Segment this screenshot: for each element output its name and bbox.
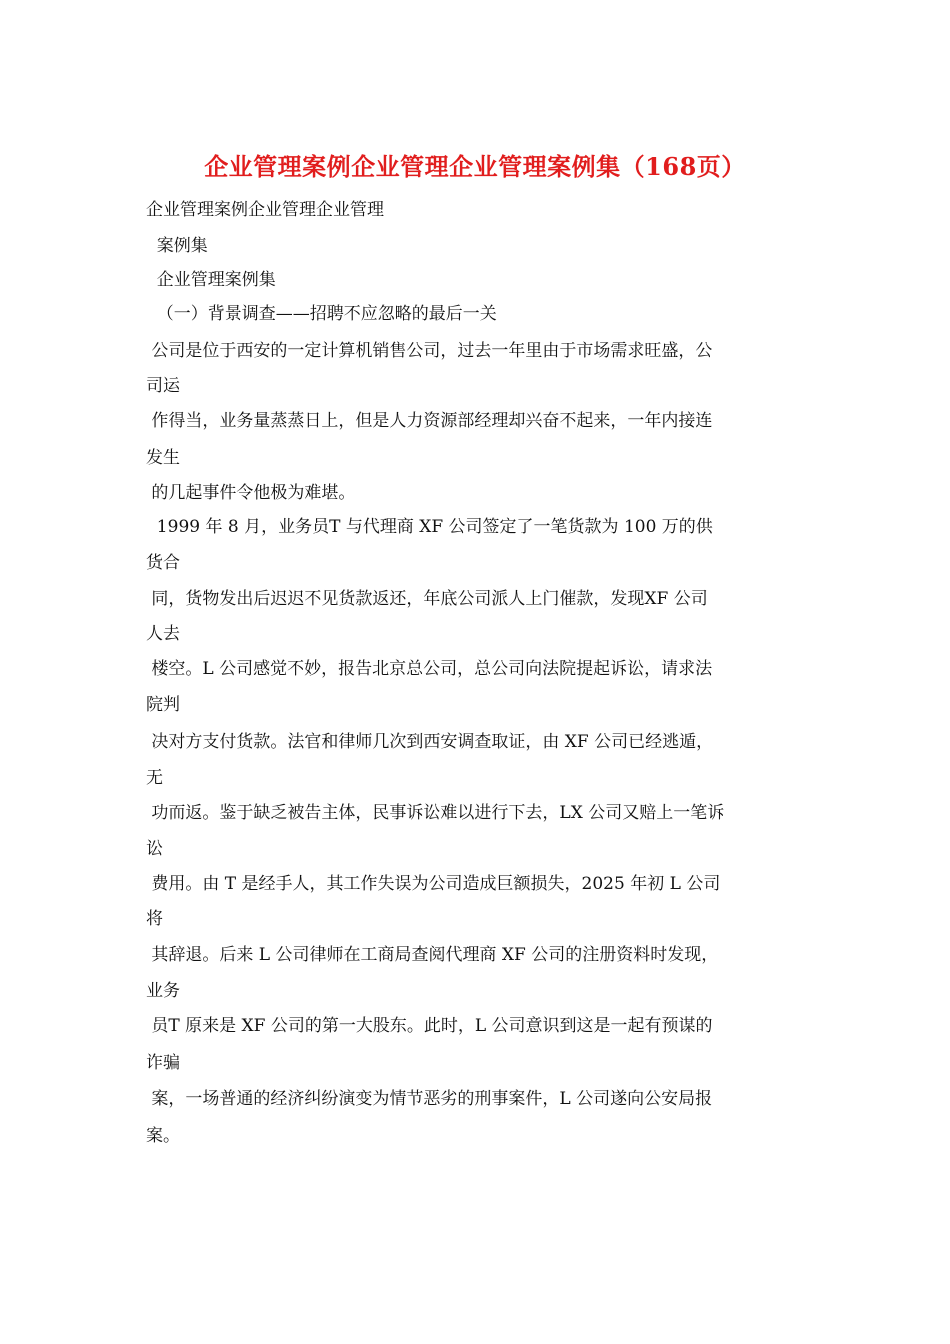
text-line: 案。	[146, 1126, 180, 1146]
text-line: 企业管理案例企业管理企业管理	[146, 200, 384, 220]
text-line: 企业管理案例集	[146, 270, 276, 290]
text-line: 功而返。鉴于缺乏被告主体，民事诉讼难以进行下去，LX 公司又赔上一笔诉	[146, 803, 725, 823]
text-line: 同，货物发出后迟迟不见货款返还，年底公司派人上门催款，发现XF 公司	[146, 589, 708, 609]
text-line: 案例集	[146, 236, 208, 256]
document-title: 企业管理案例企业管理企业管理案例集（168页）	[204, 152, 746, 181]
text-line: 司运	[146, 376, 180, 396]
text-line: 案，一场普通的经济纠纷演变为情节恶劣的刑事案件，L 公司遂向公安局报	[146, 1089, 713, 1109]
text-line: 1999 年 8 月，业务员T 与代理商 XF 公司签定了一笔货款为 100 万的供	[146, 517, 713, 537]
text-line: 将	[146, 909, 163, 929]
text-line: 无	[146, 768, 163, 788]
text-line: 讼	[146, 839, 163, 859]
text-line: 楼空。L 公司感觉不妙，报告北京总公司，总公司向法院提起诉讼，请求法	[146, 659, 713, 679]
text-line: 货合	[146, 553, 180, 573]
text-line: 的几起事件令他极为难堪。	[146, 483, 356, 503]
text-line: 院判	[146, 695, 180, 715]
text-line: 诈骗	[146, 1053, 180, 1073]
text-line: 发生	[146, 448, 180, 468]
text-line: 人去	[146, 624, 180, 644]
text-line: 作得当，业务量蒸蒸日上，但是人力资源部经理却兴奋不起来，一年内接连	[146, 411, 713, 431]
text-line: 员T 原来是 XF 公司的第一大股东。此时，L 公司意识到这是一起有预谋的	[146, 1016, 713, 1036]
text-line: 费用。由 T 是经手人，其工作失误为公司造成巨额损失，2025 年初 L 公司	[146, 874, 721, 894]
text-line: 决对方支付货款。法官和律师几次到西安调查取证，由 XF 公司已经逃遁，	[146, 732, 714, 752]
text-line: 公司是位于西安的一定计算机销售公司，过去一年里由于市场需求旺盛，公	[146, 341, 713, 361]
text-line: （一）背景调查——招聘不应忽略的最后一关	[146, 304, 497, 324]
text-line: 其辞退。后来 L 公司律师在工商局查阅代理商 XF 公司的注册资料时发现，	[146, 945, 719, 965]
text-line: 业务	[146, 981, 180, 1001]
